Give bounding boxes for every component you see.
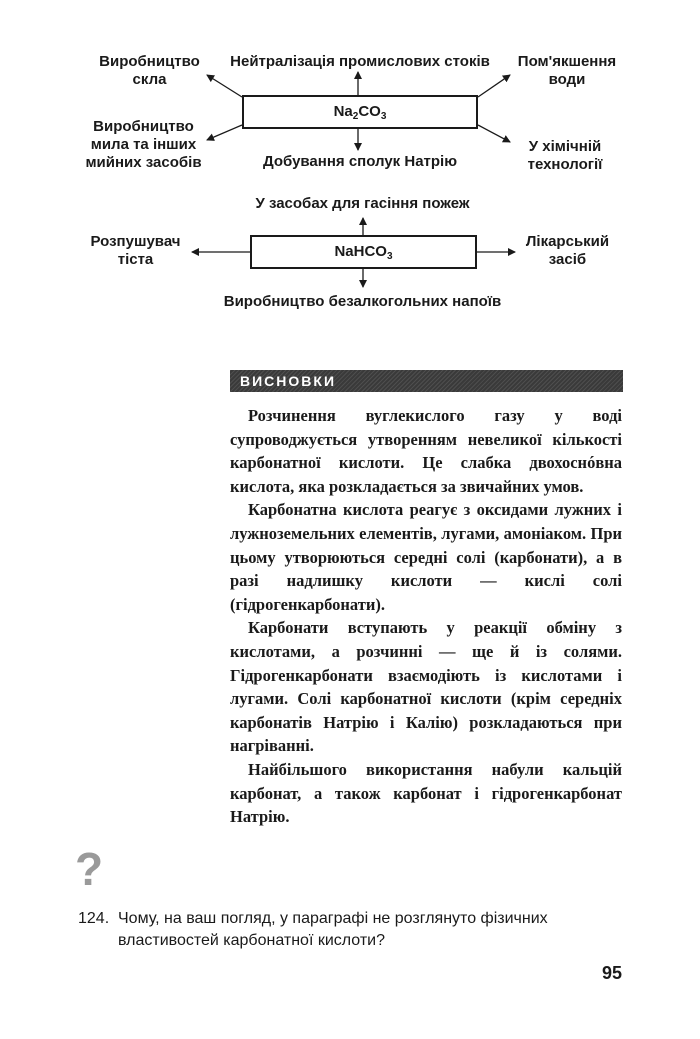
conclusion-paragraph: Карбонати вступають у реакції обміну з кислотами, а розчинні — ще й із солями. Гідрогенкарбонати взаємодіють із кислотами і лугами. Солі карбонатної кислоти (крім середніх карбонатів Натрію і Калію) розкладаються при нагріванні.: [230, 618, 622, 756]
question-number: 124.: [78, 910, 110, 927]
conclusion-paragraph: Найбільшого використання набули кальцій карбонат, а також карбонат і гідрогенкарбонат Натрію.: [230, 759, 622, 827]
question-text: Чому, на ваш погляд, у параграфі не розглянуто фізичних властивостей карбонатної кислоти?: [118, 910, 548, 949]
label-glass-production: Виробництво скла: [99, 53, 200, 88]
label-sodium-compounds: Добування сполук Натрію: [262, 153, 458, 170]
conclusion-paragraph: Розчинення вуглекислого газу у воді супроводжується утворенням невеликої кількості карбонатної кислоти. Це слабка двохоснóвна кислота, яка розкладається за звичайних умов.: [230, 406, 622, 496]
label-neutralization: Нейтралізація промислових стоків: [230, 53, 490, 70]
section-header-conclusions: ВИСНОВКИ: [230, 370, 623, 392]
conclusions-text: [230, 404, 622, 829]
label-soft-drinks: Виробництво безалкогольних напоїв: [223, 293, 502, 310]
question-mark-icon: ?: [75, 843, 104, 895]
na2co3-formula: $Na_2CO_3$: [333, 102, 387, 122]
na2co3-box: [242, 95, 478, 129]
label-chemical-technology: У хімічній технології: [527, 138, 603, 173]
arrow-to-glass: [207, 75, 242, 97]
arrow-to-chem-tech: [478, 125, 510, 142]
label-medicine: Лікарський засіб: [525, 233, 610, 268]
arrow-to-softening: [478, 75, 510, 97]
nahco3-formula: NaHCO$_3$: [334, 242, 393, 262]
nahco3-box: [250, 235, 477, 269]
label-dough-leavening: Розпушувач тіста: [90, 233, 181, 268]
page-number: 95: [601, 963, 622, 983]
label-fire-extinguishing: У засобах для гасіння пожеж: [255, 195, 470, 212]
label-soap-production: Виробництво мила та інших мийних засобів: [85, 118, 202, 171]
arrow-to-soap: [207, 125, 242, 140]
conclusion-paragraph: Карбонатна кислота реагує з оксидами лужних і лужноземельних елементів, лугами, амоніаком. При цьому утворюються середні солі (карбонати), а в разі надлишку кислоти — кислі солі (гідрогенкарбонати).: [230, 500, 622, 614]
label-water-softening: Пом'якшення води: [517, 53, 617, 88]
